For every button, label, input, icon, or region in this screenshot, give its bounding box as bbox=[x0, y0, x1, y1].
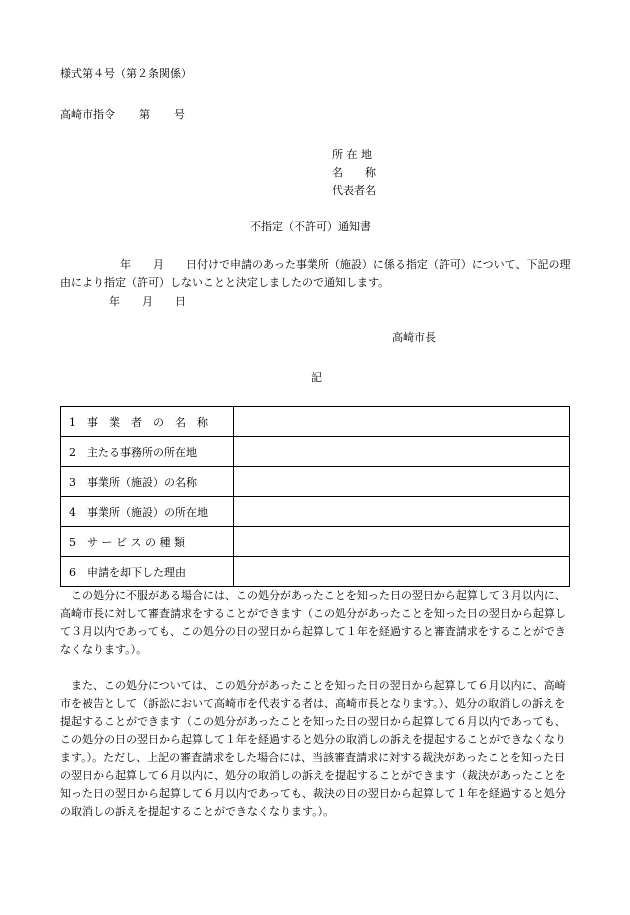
table-row bbox=[61, 467, 570, 497]
row-value-facility-name bbox=[234, 467, 570, 497]
addressee-location-label: 所 在 地 bbox=[332, 148, 372, 161]
details-table bbox=[60, 406, 570, 587]
lawsuit-note: また、この処分については、この処分があったことを知った日の翌日から起算して６月以内に、高崎市を被告として（訴訟において高崎市を代表する者は、高崎市長となります。）、処分の取消しの訴えを提起することができます（この処分があったことを知った日の翌日から起算して６月以内であっても、この処分の日の翌日から起算して１年を経過すると処分の取消しの訴えを提起することができなくなります。）。ただし、上記の審査請求をした場合には、当該審査請求に対する裁決があったことを知った日の翌日から起算して６月以内に、処分の取消しの訴えを提起することができます（裁決があったことを知った日の翌日から起算して６月以内であっても、裁決の日の翌日から起算して１年を経過すると処分の取消しの訴えを提起することができなくなります。）。 bbox=[60, 679, 566, 818]
row-value-main-office-address bbox=[234, 437, 570, 467]
table-row bbox=[61, 407, 570, 437]
table-row bbox=[61, 437, 570, 467]
table-row bbox=[61, 527, 570, 557]
document-title: 不指定（不許可）通知書 bbox=[250, 220, 371, 233]
row-label-facility-name: 3 事業所（施設）の名称 bbox=[61, 467, 234, 497]
row-label-facility-address: 4 事業所（施設）の所在地 bbox=[61, 497, 234, 527]
body-paragraph: 年 月 日付けで申請のあった事業所（施設）に係る指定（許可）について、下記の理由により指定（許可）しないことと決定しましたので通知します。 bbox=[60, 258, 571, 289]
row-value-operator-name bbox=[234, 407, 570, 437]
appeal-note: この処分に不服がある場合には、この処分があったことを知った日の翌日から起算して３月以内に、高崎市長に対して審査請求をすることができます（この処分があったことを知った日の翌日から起算して３月以内であっても、この処分の日の翌日から起算して１年を経過すると審査請求をすることができなくなります。）。 bbox=[60, 589, 566, 656]
row-label-main-office-address: 2 主たる事務所の所在地 bbox=[61, 437, 234, 467]
table-row bbox=[61, 557, 570, 587]
row-value-facility-address bbox=[234, 497, 570, 527]
row-value-service-type bbox=[234, 527, 570, 557]
table-row bbox=[61, 497, 570, 527]
addressee-name-label: 名 称 bbox=[332, 166, 376, 179]
ki-heading: 記 bbox=[311, 371, 322, 384]
addressee-block bbox=[332, 146, 376, 200]
issuer-prefix: 高崎市指令 bbox=[60, 108, 115, 121]
addressee-representative-label: 代表者名 bbox=[332, 184, 376, 197]
form-number: 様式第４号（第２条関係） bbox=[60, 67, 192, 80]
document-number-line bbox=[60, 108, 185, 122]
row-label-rejection-reason: 6 申請を却下した理由 bbox=[61, 557, 234, 587]
signer: 高崎市長 bbox=[392, 331, 436, 344]
row-value-rejection-reason bbox=[234, 557, 570, 587]
row-label-operator-name: 1 事 業 者 の 名 称 bbox=[61, 407, 234, 437]
number-dai: 第 bbox=[139, 108, 150, 121]
number-go: 号 bbox=[174, 108, 185, 121]
row-label-service-type: 5 サ ー ビ ス の 種 類 bbox=[61, 527, 234, 557]
notice-date-line: 年 月 日 bbox=[109, 295, 186, 308]
